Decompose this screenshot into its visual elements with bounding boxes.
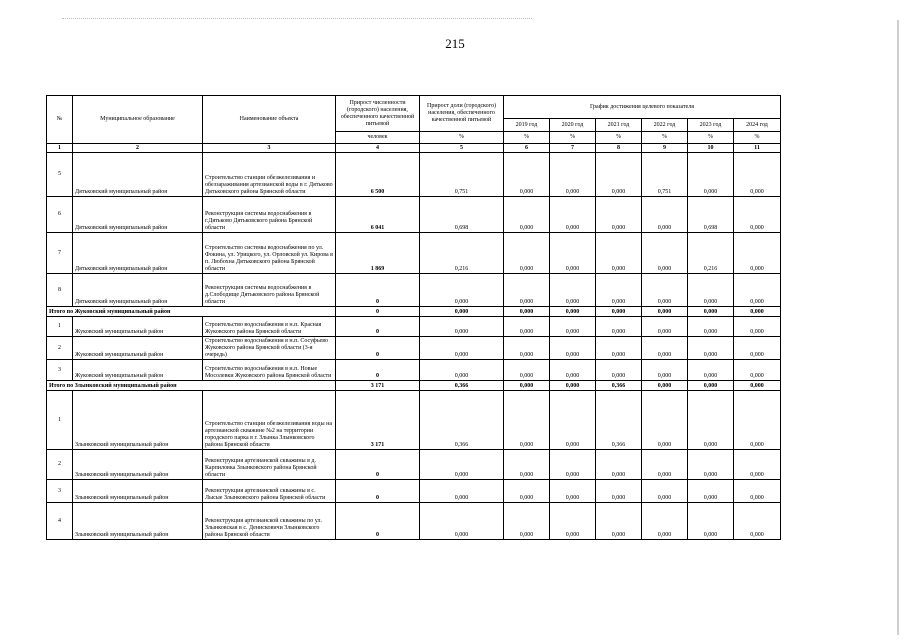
cell-share-increase: 0,366	[420, 381, 504, 391]
header-year: 2021 год	[596, 119, 642, 132]
cell-year-value: 0,000	[550, 307, 596, 317]
cell-year-value: 0,000	[550, 197, 596, 233]
table-row	[47, 360, 781, 381]
cell-year-value: 0,000	[642, 274, 688, 307]
cell-object: Строительство системы водоснабжения по ул. Фокина, ул. Урицкого, ул. Орловской ул. Кирова в п. Любохна Дятьковского района Брянской области	[203, 233, 336, 274]
cell-pop-increase: 0	[336, 503, 420, 540]
cell-municipality: Жуковский муниципальный район	[73, 317, 203, 337]
cell-year-value: 0,000	[550, 317, 596, 337]
cell-year-value: 0,000	[688, 450, 734, 480]
cell-num: 1	[47, 391, 73, 450]
table-row	[47, 480, 781, 503]
cell-year-value: 0,000	[642, 233, 688, 274]
column-number: 1	[47, 144, 73, 153]
page-number: 215	[445, 36, 465, 51]
cell-year-value: 0,000	[734, 337, 781, 360]
table-row	[47, 233, 781, 274]
total-row	[47, 307, 781, 317]
cell-pop-increase: 0	[336, 360, 420, 381]
cell-year-value: 0,000	[688, 381, 734, 391]
cell-pop-increase: 0	[336, 337, 420, 360]
column-number: 5	[420, 144, 504, 153]
column-number: 3	[203, 144, 336, 153]
cell-municipality: Дятьковский муниципальный район	[73, 274, 203, 307]
cell-year-value: 0,000	[642, 317, 688, 337]
target-indicator-table	[46, 95, 781, 540]
cell-year-value: 0,000	[550, 450, 596, 480]
cell-object: Реконструкция артезианской скважины в д. Карпиловка Злынковского района Брянской области	[203, 450, 336, 480]
cell-share-increase: 0,000	[420, 337, 504, 360]
cell-year-value: 0,216	[688, 233, 734, 274]
header-share-increase: Прирост доли (городского) населения, обеспеченного качественной питьевой	[420, 96, 504, 132]
header-year-unit: %	[688, 132, 734, 144]
cell-pop-increase: 6 500	[336, 153, 420, 197]
cell-object: Строительство водоснабжения в н.п. Сосуфьево Жуковского района Брянской области (3-я очередь)	[203, 337, 336, 360]
cell-year-value: 0,366	[596, 391, 642, 450]
cell-object: Реконструкция артезианской скважины в с. Лысые Злынковского района Брянской области	[203, 480, 336, 503]
cell-municipality: Дятьковский муниципальный район	[73, 153, 203, 197]
cell-share-increase: 0,366	[420, 391, 504, 450]
table-row	[47, 274, 781, 307]
cell-num: 7	[47, 233, 73, 274]
cell-municipality: Злынковский муниципальный район	[73, 503, 203, 540]
cell-year-value: 0,000	[504, 337, 550, 360]
cell-num: 3	[47, 480, 73, 503]
total-row	[47, 381, 781, 391]
cell-year-value: 0,366	[596, 381, 642, 391]
cell-num: 2	[47, 337, 73, 360]
cell-year-value: 0,000	[504, 307, 550, 317]
cell-year-value: 0,000	[504, 360, 550, 381]
cell-num: 6	[47, 197, 73, 233]
cell-share-increase: 0,000	[420, 360, 504, 381]
cell-year-value: 0,000	[504, 153, 550, 197]
cell-pop-increase: 0	[336, 450, 420, 480]
cell-year-value: 0,000	[504, 233, 550, 274]
cell-year-value: 0,000	[550, 480, 596, 503]
cell-year-value: 0,000	[688, 360, 734, 381]
cell-municipality: Злынковский муниципальный район	[73, 450, 203, 480]
cell-year-value: 0,000	[550, 503, 596, 540]
cell-year-value: 0,000	[596, 317, 642, 337]
cell-object: Реконструкция артезианской скважины по ул. Злынковская в с. Денисковичи Злынковского района Брянской области	[203, 503, 336, 540]
cell-year-value: 0,000	[642, 391, 688, 450]
cell-year-value: 0,000	[550, 391, 596, 450]
table-row	[47, 503, 781, 540]
total-label: Итого по Жуковский муниципальный район	[47, 307, 336, 317]
cell-year-value: 0,000	[596, 307, 642, 317]
scan-edge-shadow	[897, 20, 899, 635]
header-pop-increase: Прирост численности (городского) населения, обеспеченного качественной питьевой	[336, 96, 420, 132]
column-number: 8	[596, 144, 642, 153]
header-year: 2024 год	[734, 119, 781, 132]
cell-year-value: 0,000	[550, 233, 596, 274]
cell-pop-increase: 0	[336, 317, 420, 337]
cell-pop-increase: 3 171	[336, 381, 420, 391]
cell-year-value: 0,000	[596, 197, 642, 233]
cell-share-increase: 0,751	[420, 153, 504, 197]
cell-pop-increase: 0	[336, 274, 420, 307]
cell-pop-increase: 1 869	[336, 233, 420, 274]
cell-year-value: 0,000	[642, 480, 688, 503]
table-row	[47, 317, 781, 337]
total-label: Итого по Злынковский муниципальный район	[47, 381, 336, 391]
cell-municipality: Дятьковский муниципальный район	[73, 197, 203, 233]
column-number: 11	[734, 144, 781, 153]
table-row	[47, 197, 781, 233]
column-number: 6	[504, 144, 550, 153]
cell-year-value: 0,000	[596, 503, 642, 540]
cell-year-value: 0,000	[504, 480, 550, 503]
cell-year-value: 0,000	[734, 307, 781, 317]
cell-pop-increase: 6 041	[336, 197, 420, 233]
cell-year-value: 0,000	[550, 360, 596, 381]
cell-year-value: 0,000	[688, 317, 734, 337]
cell-year-value: 0,000	[504, 450, 550, 480]
header-object: Наименование объекта	[203, 96, 336, 144]
cell-share-increase: 0,000	[420, 317, 504, 337]
header-year: 2020 год	[550, 119, 596, 132]
cell-year-value: 0,000	[642, 450, 688, 480]
cell-year-value: 0,000	[642, 360, 688, 381]
cell-num: 8	[47, 274, 73, 307]
cell-year-value: 0,000	[688, 480, 734, 503]
cell-year-value: 0,000	[688, 337, 734, 360]
cell-year-value: 0,000	[734, 503, 781, 540]
cell-year-value: 0,000	[734, 450, 781, 480]
column-number: 2	[73, 144, 203, 153]
header-num: №	[47, 96, 73, 144]
cell-year-value: 0,000	[642, 337, 688, 360]
cell-year-value: 0,000	[734, 197, 781, 233]
scan-artifact-line	[62, 18, 532, 20]
cell-share-increase: 0,000	[420, 503, 504, 540]
cell-year-value: 0,000	[642, 197, 688, 233]
cell-num: 3	[47, 360, 73, 381]
cell-year-value: 0,000	[596, 480, 642, 503]
cell-year-value: 0,000	[504, 274, 550, 307]
cell-municipality: Дятьковский муниципальный район	[73, 233, 203, 274]
cell-year-value: 0,000	[504, 503, 550, 540]
header-year-unit: %	[734, 132, 781, 144]
cell-num: 1	[47, 317, 73, 337]
cell-year-value: 0,000	[734, 317, 781, 337]
cell-year-value: 0,000	[734, 153, 781, 197]
column-number: 7	[550, 144, 596, 153]
cell-year-value: 0,000	[734, 360, 781, 381]
cell-year-value: 0,000	[596, 450, 642, 480]
cell-year-value: 0,000	[642, 307, 688, 317]
cell-num: 5	[47, 153, 73, 197]
cell-year-value: 0,751	[642, 153, 688, 197]
header-schedule: График достижения целевого показателя	[504, 96, 781, 119]
cell-pop-increase: 3 171	[336, 391, 420, 450]
cell-year-value: 0,000	[688, 153, 734, 197]
cell-share-increase: 0,000	[420, 274, 504, 307]
cell-year-value: 0,000	[504, 391, 550, 450]
cell-year-value: 0,000	[550, 381, 596, 391]
cell-year-value: 0,000	[550, 153, 596, 197]
cell-year-value: 0,000	[688, 503, 734, 540]
cell-year-value: 0,000	[688, 307, 734, 317]
cell-year-value: 0,000	[734, 381, 781, 391]
column-number: 10	[688, 144, 734, 153]
cell-year-value: 0,000	[734, 233, 781, 274]
table-row	[47, 391, 781, 450]
cell-year-value: 0,000	[596, 153, 642, 197]
cell-object: Строительство станции обезжелезивания и обеззараживания артезианской воды в г. Дятьково Дятьковского района Брянской области	[203, 153, 336, 197]
cell-year-value: 0,000	[688, 274, 734, 307]
cell-municipality: Злынковский муниципальный район	[73, 391, 203, 450]
header-year-unit: %	[504, 132, 550, 144]
cell-year-value: 0,000	[550, 274, 596, 307]
cell-year-value: 0,000	[596, 360, 642, 381]
cell-share-increase: 0,698	[420, 197, 504, 233]
cell-year-value: 0,000	[642, 381, 688, 391]
header-year: 2023 год	[688, 119, 734, 132]
header-municipality: Муниципальное образование	[73, 96, 203, 144]
cell-object: Реконструкция системы водоснабжения в д.Слободище Дятьковского района Брянской области	[203, 274, 336, 307]
cell-year-value: 0,000	[504, 317, 550, 337]
cell-municipality: Жуковский муниципальный район	[73, 360, 203, 381]
header-unit-percent: %	[420, 132, 504, 144]
cell-share-increase: 0,000	[420, 307, 504, 317]
cell-year-value: 0,000	[596, 337, 642, 360]
cell-year-value: 0,000	[688, 391, 734, 450]
cell-object: Реконструкция системы водоснабжения в г.Дятьково Дятьковского района Брянской области	[203, 197, 336, 233]
cell-num: 2	[47, 450, 73, 480]
table-row	[47, 337, 781, 360]
header-year: 2019 год	[504, 119, 550, 132]
cell-year-value: 0,000	[734, 274, 781, 307]
table-row	[47, 450, 781, 480]
cell-share-increase: 0,000	[420, 450, 504, 480]
column-number: 9	[642, 144, 688, 153]
cell-share-increase: 0,000	[420, 480, 504, 503]
cell-num: 4	[47, 503, 73, 540]
header-year-unit: %	[642, 132, 688, 144]
cell-year-value: 0,698	[688, 197, 734, 233]
cell-year-value: 0,000	[596, 274, 642, 307]
cell-share-increase: 0,216	[420, 233, 504, 274]
header-unit-people: человек	[336, 132, 420, 144]
cell-year-value: 0,000	[642, 503, 688, 540]
cell-year-value: 0,000	[504, 197, 550, 233]
header-year-unit: %	[550, 132, 596, 144]
header-year: 2022 год	[642, 119, 688, 132]
header-year-unit: %	[596, 132, 642, 144]
cell-object: Строительство водоснабжения в н.п. Красная Жуковского района Брянской области	[203, 317, 336, 337]
cell-pop-increase: 0	[336, 307, 420, 317]
cell-year-value: 0,000	[734, 480, 781, 503]
table-row	[47, 153, 781, 197]
cell-municipality: Злынковский муниципальный район	[73, 480, 203, 503]
cell-object: Строительство станции обезжелезивания воды на артезианской скважине №2 на территории городского парка в г. Злынка Злынковского района Брянской области	[203, 391, 336, 450]
cell-year-value: 0,000	[734, 391, 781, 450]
cell-pop-increase: 0	[336, 480, 420, 503]
column-number: 4	[336, 144, 420, 153]
cell-year-value: 0,000	[596, 233, 642, 274]
cell-year-value: 0,000	[504, 381, 550, 391]
cell-object: Строительство водоснабжения в н.п. Новые Мосолевки Жуковского района Брянской области	[203, 360, 336, 381]
cell-municipality: Жуковский муниципальный район	[73, 337, 203, 360]
cell-year-value: 0,000	[550, 337, 596, 360]
